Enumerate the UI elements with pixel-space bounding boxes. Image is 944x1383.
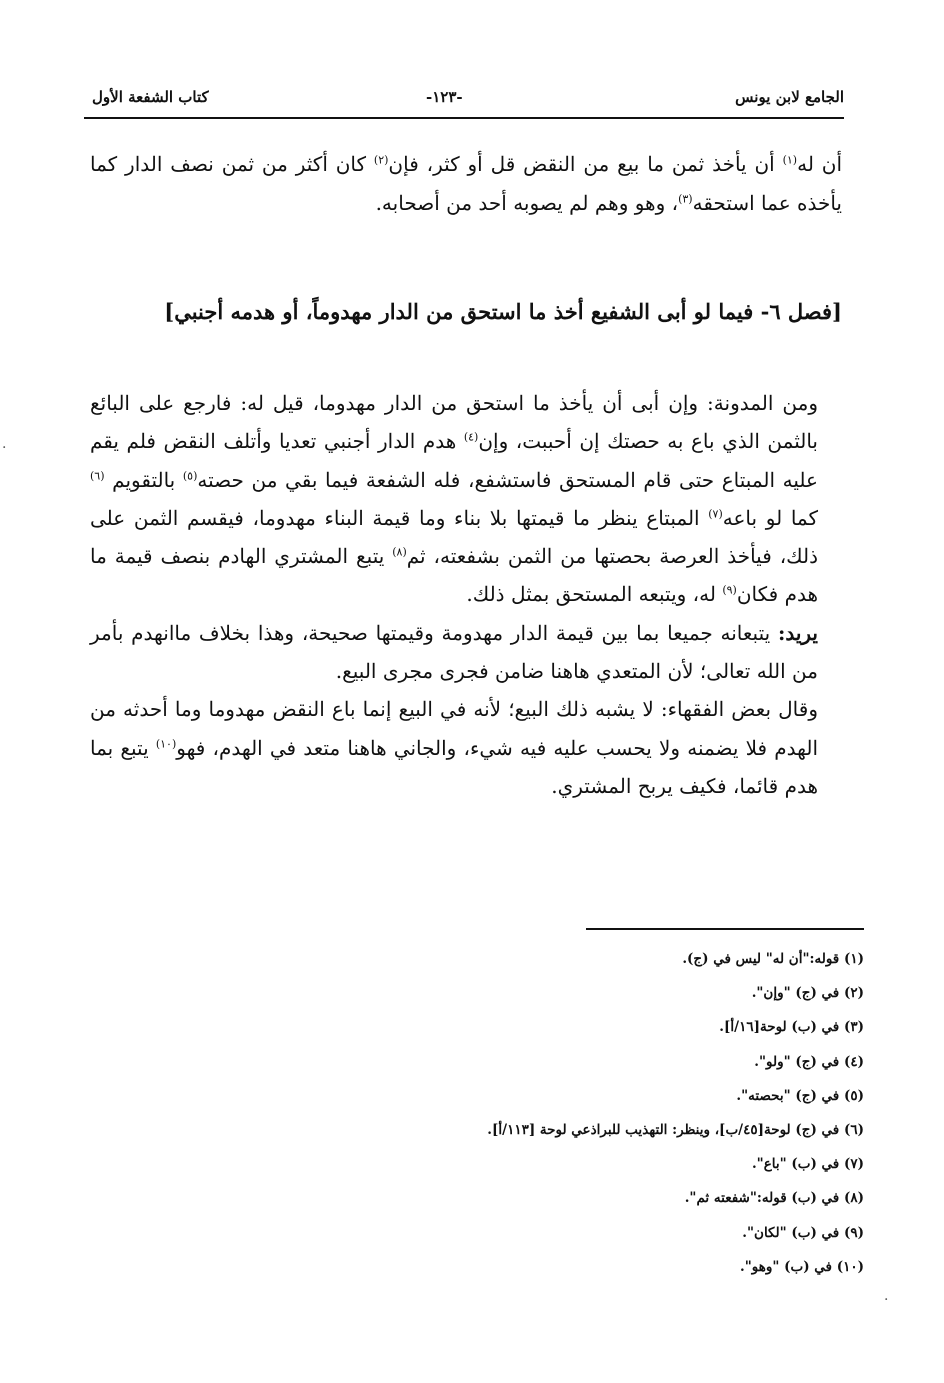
footnote: (١) قوله:"أن له" ليس في (ج).: [682, 951, 864, 967]
text-run: ومن المدونة: وإن أبى أن يأخذ ما استحق من الدار مهدوما، قيل له: فارجع على البائع بالثمن الذي باع به حصتك إن أحببت، وإن: [90, 391, 818, 454]
intro-text: [90, 145, 842, 222]
main-body: [90, 384, 842, 805]
text-run: كما لو باعه: [722, 505, 818, 530]
text-run: يتبعانه جميعا بما بين قيمة الدار مهدومة وقيمتها صحيحة، وهذا بخلاف ماانهدم بأمر من الله تعالى؛ لأن المتعدي هاهنا ضامن فجرى مجرى البيع.: [90, 620, 818, 684]
footnote-ref: (٨): [392, 545, 407, 559]
text-run: أن له: [797, 152, 843, 176]
text-run: يتبع بما هدم قائما، فكيف يربح المشتري.: [90, 735, 818, 798]
footnote: (٩) في (ب) "لكان".: [742, 1224, 864, 1241]
text-run: له، ويتبعه المستحق بمثل ذلك.: [466, 582, 723, 607]
footnote: (٦) في (ج) لوحة[٤٥/ب]، وينظر: التهذيب للبراذعي لوحة [١١٣/أ].: [487, 1122, 864, 1139]
text-run: يتبع المشتري الهادم بنصف قيمة ما هدم فكان: [90, 544, 818, 607]
header-book-title: الجامع لابن يونس: [735, 88, 844, 106]
section-heading: [فصل ٦- فيما لو أبى الشفيع أخذ ما استحق من الدار مهدوماً، أو هدمه أجنبي]: [164, 299, 842, 324]
footnote: (٨) في (ب) قوله:"شفعته ثم".: [684, 1190, 864, 1207]
footnote-ref: (٣): [678, 191, 693, 205]
paragraph-fuqaha: [90, 690, 842, 805]
header-divider: [84, 117, 844, 119]
text-run: بالتقويم: [104, 467, 183, 492]
running-header: [88, 88, 844, 114]
footnote-ref: (٥): [182, 468, 198, 482]
paragraph-yurid: [90, 614, 842, 691]
footnote: (٧) في (ب) "باع".: [751, 1156, 864, 1173]
page-number: -١٢٣-: [426, 88, 463, 106]
footnote-ref: (٧): [708, 507, 723, 521]
footnote-ref: (٤): [463, 430, 479, 444]
footnote: (٥) في (ج) "بحصته".: [736, 1087, 864, 1104]
intro-paragraph: [90, 145, 842, 222]
footnote-ref: (١٠): [155, 737, 177, 751]
scan-speck: ·: [884, 1292, 889, 1308]
header-chapter-title: كتاب الشفعة الأول: [92, 88, 209, 106]
text-run: كان أكثر من ثمن نصف الدار كما يأخذه عما استحقه: [90, 152, 842, 215]
footnote-ref: (٢): [373, 153, 389, 167]
paragraph-mudawwana: [90, 384, 842, 614]
footnote: (٢) في (ج) "وإن".: [751, 985, 864, 1002]
text-run: أن يأخذ ثمن ما بيع من النقض قل أو كثر، فإن: [388, 152, 783, 176]
scan-speck: ·: [2, 440, 7, 456]
text-run: وقال بعض الفقهاء: لا يشبه ذلك البيع؛ لأنه في البيع إنما باع النقض مهدوما وما أحدثه من الهدم فلا يضمنه ولا يحسب عليه فيه شيء، والجاني هاهنا متعد في الهدم، فهو: [90, 697, 819, 760]
footnote: (١٠) في (ب) "وهو".: [740, 1258, 864, 1275]
footnote-divider: [586, 928, 864, 930]
footnote-ref: (٩): [722, 583, 737, 597]
footnote: (٤) في (ج) "ولو".: [754, 1053, 864, 1070]
lead-word: يريد:: [777, 620, 818, 645]
footnote: (٣) في (ب) لوحة[١٦/أ].: [719, 1019, 864, 1036]
text-run: المبتاع ينظر ما قيمتها بلا بناء وما قيمة البناء مهدوما، فيقسم الثمن على ذلك، فيأخذ العرصة بحصتها من الثمن بشفعته، ثم: [90, 505, 818, 569]
footnote-ref: (٦): [90, 468, 105, 482]
footnote-ref: (١): [782, 153, 798, 167]
text-run: ، وهو وهم لم يصوبه أحد من أصحابه.: [375, 190, 679, 215]
text-run: هدم الدار أجنبي تعديا وأتلف النقض فلم يقم عليه المبتاع حتى قام المستحق فاستشفع، فله الشفعة فيما بقي من حصته: [90, 429, 818, 492]
footnotes: [380, 942, 864, 1284]
